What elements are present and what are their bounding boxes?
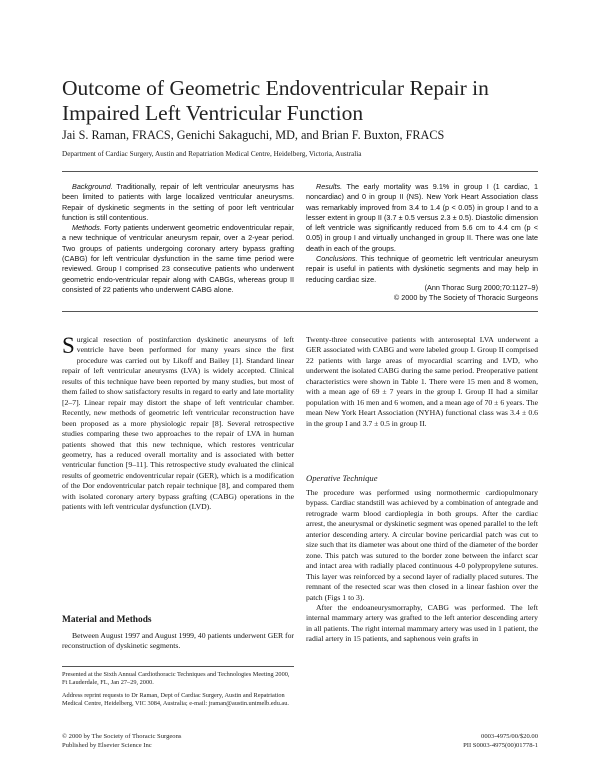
footer-left (62, 733, 181, 750)
footer-publisher: Published by Elsevier Science Inc (62, 741, 152, 749)
abstract-copyright: © 2000 by The Society of Thoracic Surgeons (393, 293, 538, 303)
footnote-divider (62, 666, 294, 667)
operative-technique-heading: Operative Technique (306, 473, 378, 483)
materials-heading: Material and Methods (62, 615, 152, 625)
introduction (62, 335, 294, 513)
materials-text: Between August 1997 and August 1999, 40 patients underwent GER for reconstruction of dyskinetic segments. (62, 631, 294, 651)
footer-copyright: © 2000 by The Society of Thoracic Surgeons (62, 733, 182, 740)
abstract-background (62, 182, 294, 223)
background-text: Traditionally, repair of left ventricular aneurysms has been limited to patients with large localized ventricular aneurysms. Repair of dyskinetic segments in the setting of poor left ventricular function is still contentious. (62, 182, 294, 222)
footnote-address: Address reprint requests to Dr Raman, Dept of Cardiac Surgery, Austin and Repatriation Medical Centre, Heidelberg, VIC 3084, Australia; e-mail: jraman@austin.unimelb.edu.au. (62, 692, 289, 708)
results-label: Results. (316, 182, 343, 191)
title-line-1: Outcome of Geometric Endoventricular Repair in (62, 76, 489, 100)
intro-text: urgical resection of postinfarction dyskinetic aneurysms of left ventricle have been performed for many years since the first procedure was carried out by Likoff and Bailey [1]. Standard linear repair of left ventricular aneurysms (LVA) is widely accepted. Clinical results of this technique have been reported by many studies, but most of them failed to show satisfactory results in regard to early and late mortality [2–7]. Linear repair may distort the shape of left ventricular chamber. Recently, new methods of geometric left ventricular reconstruction have been proposed as a more physiologic repair [8]. Several retrospective studies comparing these two approaches to the repair of LVA in human patients showed that this new technique, which restores ventricular geometry, has a reduced overall mortality and is associated with better ventricular function [9–11]. This retrospective study evaluated the clinical results of geometric endoventricular repair (GER), which is a modification of the Dor endoventricular patch repair technique [8], and compared them with isolated coronary artery bypass grafting (CABG) operations in the patients with left ventricular dysfunction (LVD). (62, 335, 294, 512)
background-label: Background. (72, 182, 113, 191)
article-title (62, 76, 542, 126)
title-line-2: Impaired Left Ventricular Function (62, 101, 364, 125)
footer-right (400, 733, 538, 750)
cabg-paragraph: After the endoaneurysmorraphy, CABG was performed. The left internal mammary artery was grafted to the left anterior descending artery in all patients. The right internal mammary artery was used in 1 patient, the radial artery in 15 patients, and saphenous vein grafts in (306, 602, 538, 644)
operative-section (306, 488, 538, 645)
affiliation: Department of Cardiac Surgery, Austin and Repatriation Medical Centre, Heidelberg, Victoria, Australia (62, 150, 362, 158)
methods-label: Methods. (72, 223, 102, 233)
materials-section (62, 631, 294, 652)
drop-cap: S (62, 333, 75, 358)
footer-pii: PII S0003-4975(00)01778-1 (463, 741, 538, 749)
abstract-citation-block (306, 283, 538, 304)
footnote-presented: Presented at the Sixth Annual Cardiothoracic Techniques and Technologies Meeting 2000, Ft Lauderdale, FL, Jan 27–29, 2000. (62, 671, 290, 687)
abstract-divider (62, 311, 538, 312)
header-divider (62, 171, 538, 172)
abstract-right-column (306, 182, 538, 285)
right-column-top (306, 335, 538, 429)
abstract-results (306, 182, 538, 254)
journal-citation: (Ann Thorac Surg 2000;70:1127–9) (424, 283, 538, 292)
methods-text: Forty patients underwent geometric endoventricular repair, a new technique of ventricular aneurysm repair, over a 2-year period. Two groups of patients undergoing coronary artery bypass grafting (CABG) for left ventricular dysfunction in the same time period were reviewed. Group I comprised 23 consecutive patients who underwent geometric endo-ventricular repair along with CABGs, whereas group II consisted of 22 patients who underwent CABG alone. (62, 223, 294, 294)
patients-paragraph: Twenty-three consecutive patients with anteroseptal LVA underwent a GER associated with CABG and were labeled group I. Group II comprised 22 patients with large areas of myocardial scarring and LVD, who underwent the isolated CABG during the same period. Preoperative patient characteristics were shown in Table 1. There were 15 men and 8 women, with a mean age of 69 ± 7 years in the group I. Group II had a similar population with 16 men and 6 women, and a mean age of 70 ± 6 years. The mean New York Heart Association (NYHA) functional class was 3.4 ± 0.6 in the group I and 3.7 ± 0.5 in group II. (306, 335, 538, 428)
conclusions-text: This technique of geometric left ventricular aneurysm repair is useful in patients with dyskinetic segments and may help in reducing cardiac size. (306, 254, 538, 284)
abstract-left-column (62, 182, 294, 295)
conclusions-label: Conclusions. (316, 254, 358, 264)
intro-paragraph (62, 335, 294, 513)
abstract-methods (62, 223, 294, 295)
authors: Jai S. Raman, FRACS, Genichi Sakaguchi, MD, and Brian F. Buxton, FRACS (62, 128, 445, 142)
operative-paragraph: The procedure was performed using normothermic cardiopulmonary bypass. Cardiac standstill was achieved by a combination of antegrade and retrograde warm blood cardioplegia in both groups. After the cardiac arrest, the aneurysmal or dyskinetic segment was opened parallel to the left anterior descending artery. A circular bovine pericardial patch was cut to size such that its diameter was about one third of the diameter of the border zone. This patch was sutured to the border zone between the infarct scar and intact area with radially placed continuous 4-0 polypropylene sutures. This layer was reinforced by a second layer of radially placed sutures. The remnant of the resected scar was then closed in a linear fashion over the patch (Figs 1 to 3). (306, 488, 538, 602)
results-text: The early mortality was 9.1% in group I (1 cardiac, 1 noncardiac) and 0 in group II (NS). New York Heart Association class was remarkably improved from 3.4 to 1.4 (p < 0.05) in group I and to a lesser extent in group II (3.7 ± 0.5 versus 2.3 ± 0.5). Diastolic dimension of left ventricle was significantly reduced from 5.6 cm to 4.4 cm (p < 0.05) in group I and virtually unchanged in group II. There was one late death in each of the groups. (306, 182, 538, 253)
abstract-conclusions (306, 254, 538, 285)
footer-issn: 0003-4975/00/$20.00 (481, 733, 538, 740)
